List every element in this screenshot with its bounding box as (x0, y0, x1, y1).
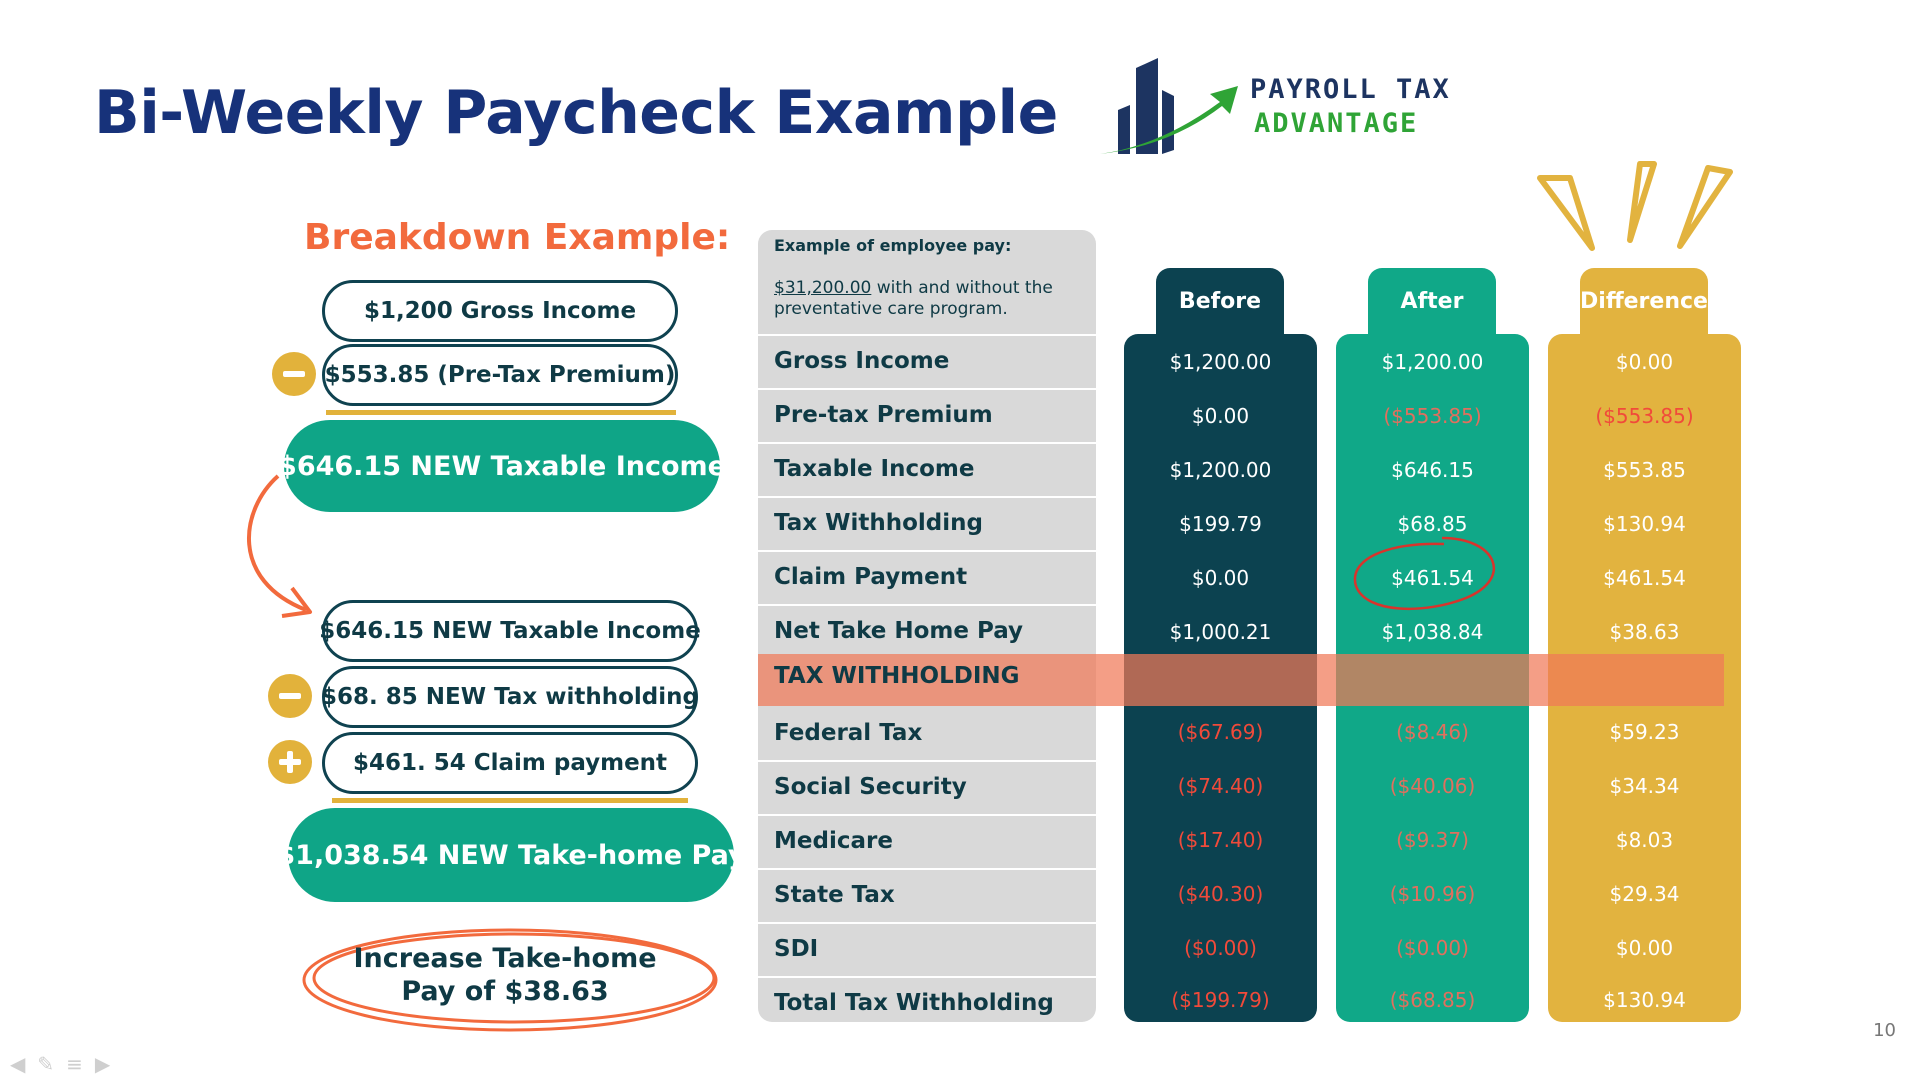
row-label-social-security: Social Security (774, 774, 967, 800)
building-arrow-logo-icon (1080, 50, 1250, 160)
increase-line-2: Pay of $38.63 (401, 976, 609, 1007)
row-label-state-tax: State Tax (774, 882, 895, 908)
new-taxable-income-pill (278, 420, 726, 512)
row-label-medicare: Medicare (774, 828, 893, 854)
before-total-tax-withholding: ($199.79) (1171, 988, 1270, 1012)
after-net-take-home: $1,038.84 (1381, 620, 1484, 644)
difference-net-take-home: $38.63 (1609, 620, 1680, 644)
difference-pre-tax-premium: ($553.85) (1595, 404, 1694, 428)
page-number: 10 (1873, 1020, 1896, 1041)
row-label-gross-income: Gross Income (774, 348, 950, 374)
before-sdi: ($0.00) (1184, 936, 1257, 960)
claim-payment-text: $461. 54 Claim payment (352, 750, 668, 776)
menu-icon[interactable]: ≡ (66, 1052, 95, 1076)
next-slide-icon[interactable]: ▶ (94, 1052, 123, 1076)
before-claim-payment: $0.00 (1191, 566, 1250, 590)
minus-icon (268, 674, 312, 718)
plus-icon (268, 740, 312, 784)
row-separator (758, 604, 1096, 606)
after-claim-payment: $461.54 (1391, 566, 1474, 590)
row-separator (758, 760, 1096, 762)
row-separator (758, 442, 1096, 444)
difference-federal-tax: $59.23 (1609, 720, 1680, 744)
after-tax-withholding: $68.85 (1397, 512, 1468, 536)
after-gross-income: $1,200.00 (1381, 350, 1484, 374)
after-federal-tax: ($8.46) (1396, 720, 1469, 744)
before-social-security: ($74.40) (1177, 774, 1264, 798)
burst-lines-icon (1530, 156, 1750, 256)
row-separator (758, 868, 1096, 870)
row-label-taxable-income: Taxable Income (774, 456, 975, 482)
after-taxable-income: $646.15 (1391, 458, 1474, 482)
claim-payment-pill (322, 732, 698, 794)
row-label-federal-tax: Federal Tax (774, 720, 923, 746)
row-separator (758, 496, 1096, 498)
before-state-tax: ($40.30) (1177, 882, 1264, 906)
before-medicare: ($17.40) (1177, 828, 1264, 852)
before-header: Before (1156, 268, 1284, 334)
pre-tax-premium-pill (322, 344, 678, 406)
sum-divider (326, 410, 676, 415)
row-label-claim-payment: Claim Payment (774, 564, 968, 590)
difference-taxable-income: $553.85 (1603, 458, 1686, 482)
curved-arrow-icon (236, 470, 326, 620)
difference-gross-income: $0.00 (1615, 350, 1674, 374)
hand-drawn-circle-icon (1346, 530, 1508, 616)
minus-icon (272, 352, 316, 396)
difference-claim-payment: $461.54 (1603, 566, 1686, 590)
difference-header: Difference (1580, 268, 1708, 334)
tax-withholding-section-label: TAX WITHHOLDING (774, 663, 1020, 689)
before-taxable-income: $1,200.00 (1169, 458, 1272, 482)
gross-income-text: $1,200 Gross Income (363, 298, 637, 324)
before-tax-withholding: $199.79 (1179, 512, 1262, 536)
new-tax-withholding-text: $68. 85 NEW Tax withholding (321, 684, 699, 710)
new-taxable-income-text-2: $646.15 NEW Taxable Income (319, 618, 701, 644)
row-separator (758, 550, 1096, 552)
new-taxable-income-text: $646.15 NEW Taxable Income (278, 450, 726, 482)
pen-icon[interactable]: ✎ (37, 1052, 67, 1076)
difference-sdi: $0.00 (1615, 936, 1674, 960)
new-take-home-pill (276, 808, 746, 902)
difference-tax-withholding: $130.94 (1603, 512, 1686, 536)
before-net-take-home: $1,000.21 (1169, 620, 1272, 644)
sum-divider-2 (332, 798, 688, 803)
pre-tax-premium-text: $553.85 (Pre-Tax Premium) (324, 362, 676, 388)
row-separator (758, 922, 1096, 924)
logo-line-1: PAYROLL TAX (1250, 74, 1451, 105)
table-description (774, 278, 1094, 320)
previous-slide-icon[interactable]: ◀ (10, 1052, 38, 1076)
after-medicare: ($9.37) (1396, 828, 1469, 852)
row-separator (758, 976, 1096, 978)
row-separator (758, 334, 1096, 336)
after-state-tax: ($10.96) (1389, 882, 1476, 906)
row-separator (758, 388, 1096, 390)
logo-line-2: ADVANTAGE (1254, 108, 1419, 139)
row-label-tax-withholding: Tax Withholding (774, 510, 983, 536)
increase-line-1: Increase Take-home (353, 943, 657, 974)
after-header: After (1368, 268, 1496, 334)
increase-take-home-note (310, 942, 700, 1008)
before-federal-tax: ($67.69) (1177, 720, 1264, 744)
annual-pay-amount: $31,200.00 (774, 278, 872, 298)
new-take-home-text: $1,038.54 NEW Take-home Pay (276, 839, 746, 871)
page-title: Bi-Weekly Paycheck Example (94, 78, 1058, 148)
difference-total-tax-withholding: $130.94 (1603, 988, 1686, 1012)
difference-medicare: $8.03 (1615, 828, 1674, 852)
new-tax-withholding-pill (322, 666, 698, 728)
after-total-tax-withholding: ($68.85) (1389, 988, 1476, 1012)
row-label-total-tax-withholding: Total Tax Withholding (774, 990, 1054, 1016)
after-social-security: ($40.06) (1389, 774, 1476, 798)
new-taxable-income-pill-2 (319, 600, 701, 662)
difference-state-tax: $29.34 (1609, 882, 1680, 906)
breakdown-title: Breakdown Example: (304, 217, 731, 258)
row-label-net-take-home: Net Take Home Pay (774, 618, 1024, 644)
row-label-pre-tax-premium: Pre-tax Premium (774, 402, 993, 428)
description-rest: with and without the preventative care program. (774, 278, 1053, 319)
slideshow-controls[interactable] (10, 1052, 122, 1076)
logo (1080, 50, 1451, 160)
row-separator (758, 814, 1096, 816)
after-sdi: ($0.00) (1396, 936, 1469, 960)
after-pre-tax-premium: ($553.85) (1383, 404, 1482, 428)
row-label-sdi: SDI (774, 936, 819, 962)
difference-social-security: $34.34 (1609, 774, 1680, 798)
table-description-heading: Example of employee pay: (774, 236, 1012, 255)
before-pre-tax-premium: $0.00 (1191, 404, 1250, 428)
gross-income-pill (322, 280, 678, 342)
before-gross-income: $1,200.00 (1169, 350, 1272, 374)
